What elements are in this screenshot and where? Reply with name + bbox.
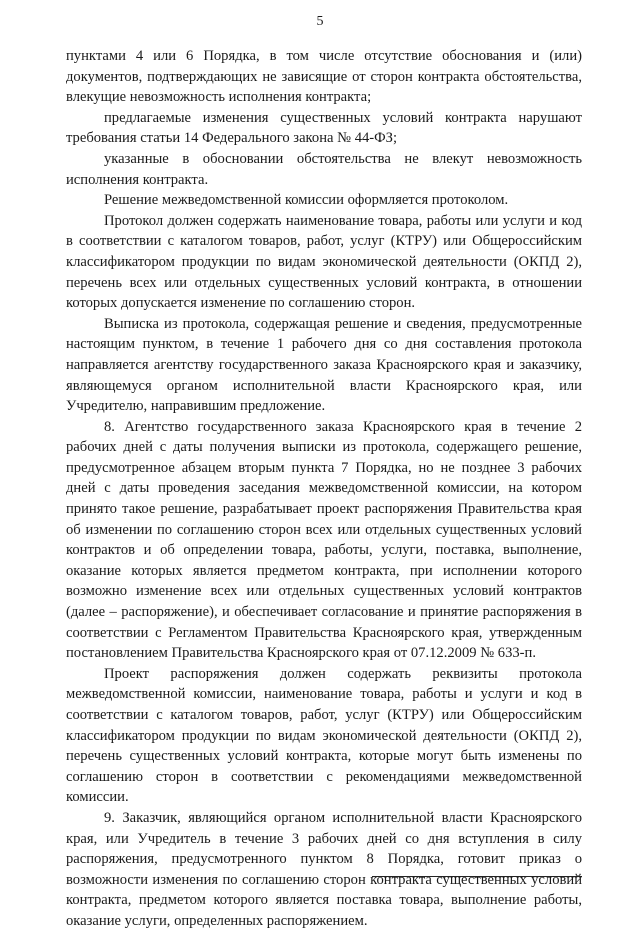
paragraph-protocol: Протокол должен содержать наименование товара, работы или услуги и код в соответствии с каталогом товаров, работ, услуг (КТРУ) или Общероссийским классификатором продукции по видам экономической деятельности (ОКПД 2), перечень всех или отдельных существенных условий контракта, в отношении которых допускается изменение по соглашению сторон.	[66, 212, 582, 312]
footer-rule	[372, 876, 582, 877]
page-number: 5	[316, 14, 324, 29]
paragraph-circumstances: указанные в обосновании обстоятельства не влекут невозможность исполнения контракта.	[66, 150, 582, 188]
paragraph-item-8: 8. Агентство государственного заказа Красноярского края в течение 2 рабочих дней с даты получения выписки из протокола, содержащего решение, предусмотренное абзацем вторым пункта 7 Порядка, но не позднее 3 рабочих дней с даты проведения заседания межведомственной комиссии, на котором принято такое решение, разрабатывает проект распоряжения Правительства края об изменении по соглашению сторон всех или отдельных существенных условий контрактов и об определении товара, работы, услуги, поставка, выполнение, оказание которых является предметом контракта, при исполнении которого возможно изменение всех или отдельных существенных условий контрактов (далее – распоряжение), и обеспечивает согласование и принятие распоряжения в соответствии с Регламентом Правительства Красноярского края, утвержденным постановлением Правительства Красноярского края от 07.12.2009 № 633-п.	[66, 418, 582, 662]
document-body	[66, 46, 582, 932]
paragraph-draft-order: Проект распоряжения должен содержать реквизиты протокола межведомственной комиссии, наименование товара, работы и услуги и код в соответствии с каталогом товаров, работ, услуг (КТРУ) или Общероссийским классификатором продукции по видам экономической деятельности (ОКПД 2), перечень существенных условий контракта, которые могут быть изменены по соглашению сторон в соответствии с рекомендациями межведомственной комиссии.	[66, 665, 582, 806]
paragraph-decision: Решение межведомственной комиссии оформляется протоколом.	[104, 192, 509, 209]
paragraph-extract: Выписка из протокола, содержащая решение и сведения, предусмотренные настоящим пунктом, в течение 1 рабочего дня со дня составления протокола направляется агентству государственного заказа Красноярского края и заказчику, являющемуся органом исполнительной власти Красноярского края, или Учредителю, направившим предложение.	[66, 315, 582, 415]
paragraph-continuation: пунктами 4 или 6 Порядка, в том числе отсутствие обоснования и (или) документов, подтверждающих не зависящие от сторон контракта обстоятельства, влекущие невозможность исполнения контракта;	[66, 48, 582, 106]
paragraph-item-9: 9. Заказчик, являющийся органом исполнительной власти Красноярского края, или Учредитель в течение 3 рабочих дней со дня вступления в силу распоряжения, предусмотренного пунктом 8 Порядка, готовит приказ о возможности изменения по соглашению сторон контракта существенных условий контракта, предметом которого является поставка товара, выполнение работы, оказание услуги, определенных распоряжением.	[66, 809, 582, 929]
paragraph-violation: предлагаемые изменения существенных условий контракта нарушают требования статьи 14 Федерального закона № 44-ФЗ;	[66, 109, 582, 147]
